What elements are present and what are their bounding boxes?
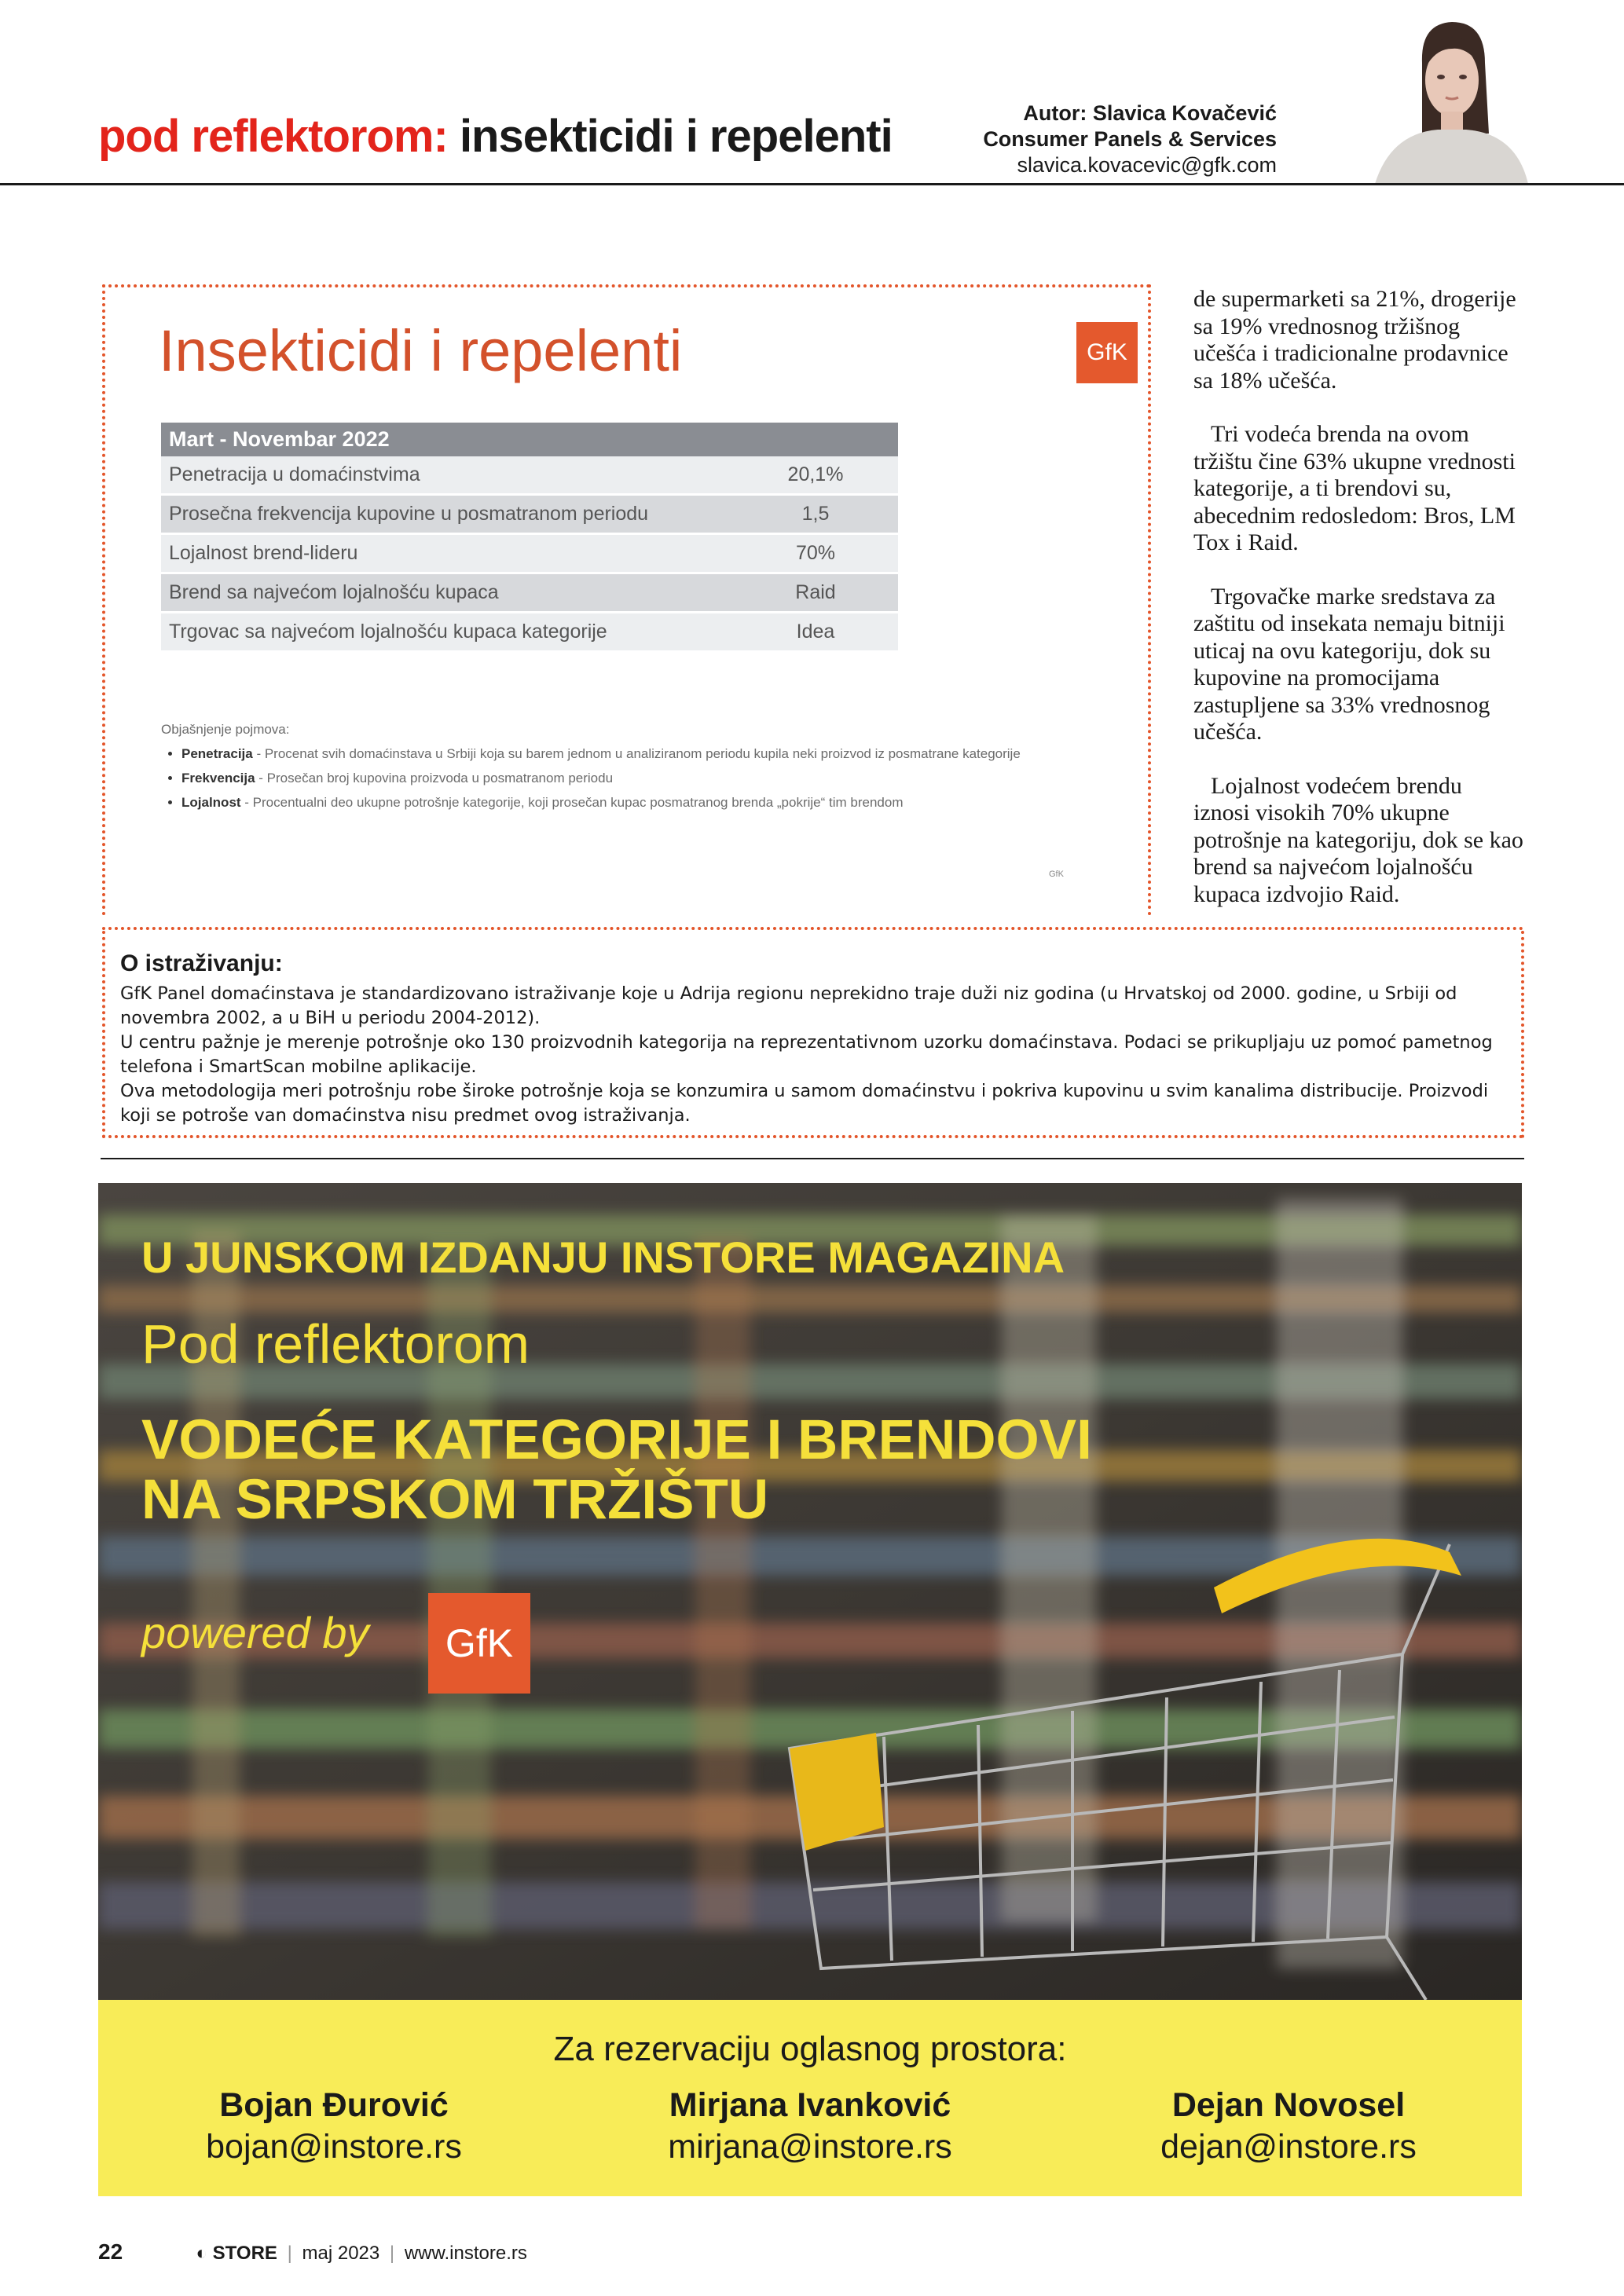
contact-person (614, 2085, 1006, 2168)
kpi-label: Penetracija u domaćinstvima (161, 456, 733, 495)
author-name: Autor: Slavica Kovačević (1023, 101, 1277, 125)
ad-main-title-line: VODEĆE KATEGORIJE I BRENDOVI (141, 1409, 1092, 1471)
kpi-value: Idea (733, 613, 898, 652)
article-topic: insekticidi i repelenti (459, 111, 893, 162)
supermarket-aisle-image (98, 1183, 1522, 2000)
author-portrait (1359, 16, 1540, 184)
contact-email[interactable]: dejan@instore.rs (1160, 2128, 1417, 2166)
table-row (161, 534, 898, 573)
table-row (161, 573, 898, 613)
definition-term: Penetracija (181, 746, 253, 761)
contact-name: Mirjana Ivanković (669, 2086, 951, 2124)
article-body (1193, 286, 1523, 935)
article-title (98, 110, 893, 163)
page-footer: 22 ◐ STORE | maj 2023 | www.instore.rs (98, 2239, 527, 2264)
kpi-value: 70% (733, 534, 898, 573)
body-paragraph: Lojalnost vodećem brendu iznosi visokih 70% ukupne potrošnje na kategoriju, dok se kao brend sa najvećom lojalnošću kupaca izdvojio Raid. (1193, 772, 1523, 907)
body-paragraph: Trgovačke marke sredstava za zaštitu od insekata nemaju bitniji uticaj na ovu kategoriju, dok su kupovine na promocijama zastupljene sa 33% vrednosnog učešća. (1193, 583, 1505, 745)
author-email[interactable]: slavica.kovacevic@gfk.com (1017, 153, 1277, 177)
kpi-value: 1,5 (733, 495, 898, 534)
author-block (983, 101, 1277, 178)
kpi-label: Brend sa najvećom lojalnošću kupaca (161, 573, 733, 613)
kpi-label: Prosečna frekvencija kupovine u posmatranom periodu (161, 495, 733, 534)
advertisement-banner[interactable] (98, 1183, 1522, 2000)
ad-main-title (141, 1411, 1092, 1530)
header-rule (0, 183, 1624, 185)
definition-text: - Procentualni deo ukupne potrošnje kategorije, koji prosečan kupac posmatranog brenda „pokrije“ tim brendom (240, 795, 904, 810)
about-heading: O istraživanju: (120, 950, 283, 976)
kpi-label: Trgovac sa najvećom lojalnošću kupaca kategorije (161, 613, 733, 652)
ad-powered-by: powered by (141, 1608, 369, 1657)
definition-text: - Procenat svih domaćinstava u Srbiji koja su barem jednom u analiziranom periodu kupila neki proizvod iz posmatrane kategorije (252, 746, 1021, 761)
contact-name: Bojan Đurović (219, 2086, 449, 2124)
list-item (181, 742, 1021, 766)
contact-email[interactable]: bojan@instore.rs (206, 2128, 462, 2166)
definitions-title: Objašnjenje pojmova: (161, 722, 290, 737)
about-box-top-border (102, 927, 1524, 930)
contact-heading: Za rezervaciju oglasnog prostora: (553, 2030, 1067, 2068)
infographic-source: GfK (1049, 870, 1064, 879)
about-paragraph: Ova metodologija meri potrošnju robe široke potrošnje koja se konzumira u samom domaćinstvu i pokriva kupovinu u svim kanalima distribucije. Proizvodi koji se potroše van domaćinstva nisu predmet ovog istraživanja. (120, 1081, 1489, 1126)
contact-person (1092, 2085, 1485, 2168)
definition-text: - Prosečan broj kupovina proizvoda u posmatranom periodu (255, 771, 614, 785)
contact-person (137, 2085, 530, 2168)
footer-url[interactable]: www.instore.rs (404, 2243, 527, 2264)
list-item (181, 790, 1021, 815)
kpi-table-header: Mart - Novembar 2022 (161, 423, 898, 456)
table-row (161, 495, 898, 534)
author-department: Consumer Panels & Services (983, 127, 1277, 151)
kpi-table (161, 423, 898, 653)
contact-email[interactable]: mirjana@instore.rs (668, 2128, 952, 2166)
ad-headline: U JUNSKOM IZDANJU INSTORE MAGAZINA (141, 1232, 1065, 1282)
infographic-slide (126, 298, 1127, 903)
definition-term: Frekvencija (181, 771, 255, 785)
section-label: pod reflektorom: (98, 111, 448, 162)
ad-main-title-line: NA SRPSKOM TRŽIŠTU (141, 1469, 769, 1531)
gfk-logo: GfK (428, 1593, 530, 1694)
about-text (120, 982, 1511, 1128)
contact-name: Dejan Novosel (1171, 2086, 1406, 2124)
footer-brand: STORE (212, 2243, 277, 2264)
definition-term: Lojalnost (181, 795, 241, 810)
page-number: 22 (98, 2239, 123, 2264)
body-paragraph: de supermarketi sa 21%, drogerije sa 19% vrednosnog tržišnog učešća i tradicionalne prodavnice sa 18% učešća. (1193, 286, 1516, 394)
instore-logo-icon: ◐ (196, 2243, 207, 2264)
infographic-title: Insekticidi i repelenti (159, 318, 683, 383)
kpi-value: Raid (733, 573, 898, 613)
list-item (181, 766, 1021, 790)
table-row (161, 456, 898, 495)
body-paragraph: Tri vodeća brenda na ovom tržištu čine 63% ukupne vrednosti kategorije, a ti brendovi su, abecednim redosledom: Bros, LM Tox i Raid. (1193, 421, 1516, 555)
ad-subheadline: Pod reflektorom (141, 1313, 530, 1375)
kpi-label: Lojalnost brend-lideru (161, 534, 733, 573)
ad-contact-panel (98, 2000, 1522, 2196)
table-row (161, 613, 898, 652)
about-paragraph: U centru pažnje je merenje potrošnje oko 130 proizvodnih kategorija na reprezentativnom uzorku domaćinstava. Podaci se prikupljaju uz pomoć pametnog telefona i SmartScan mobilne aplikacije. (120, 1032, 1493, 1077)
term-definitions (161, 717, 1021, 815)
footer-issue: maj 2023 (302, 2243, 380, 2264)
about-paragraph: GfK Panel domaćinstava je standardizovano istraživanje koje u Adrija regionu neprekidno traje duži niz godina (u Hrvatskoj od 2000. godine, u Srbiji od novembra 2002, a u BiH u periodu 2004-2012). (120, 983, 1457, 1028)
kpi-value: 20,1% (733, 456, 898, 495)
section-divider (101, 1158, 1524, 1159)
gfk-logo: GfK (1076, 322, 1138, 383)
